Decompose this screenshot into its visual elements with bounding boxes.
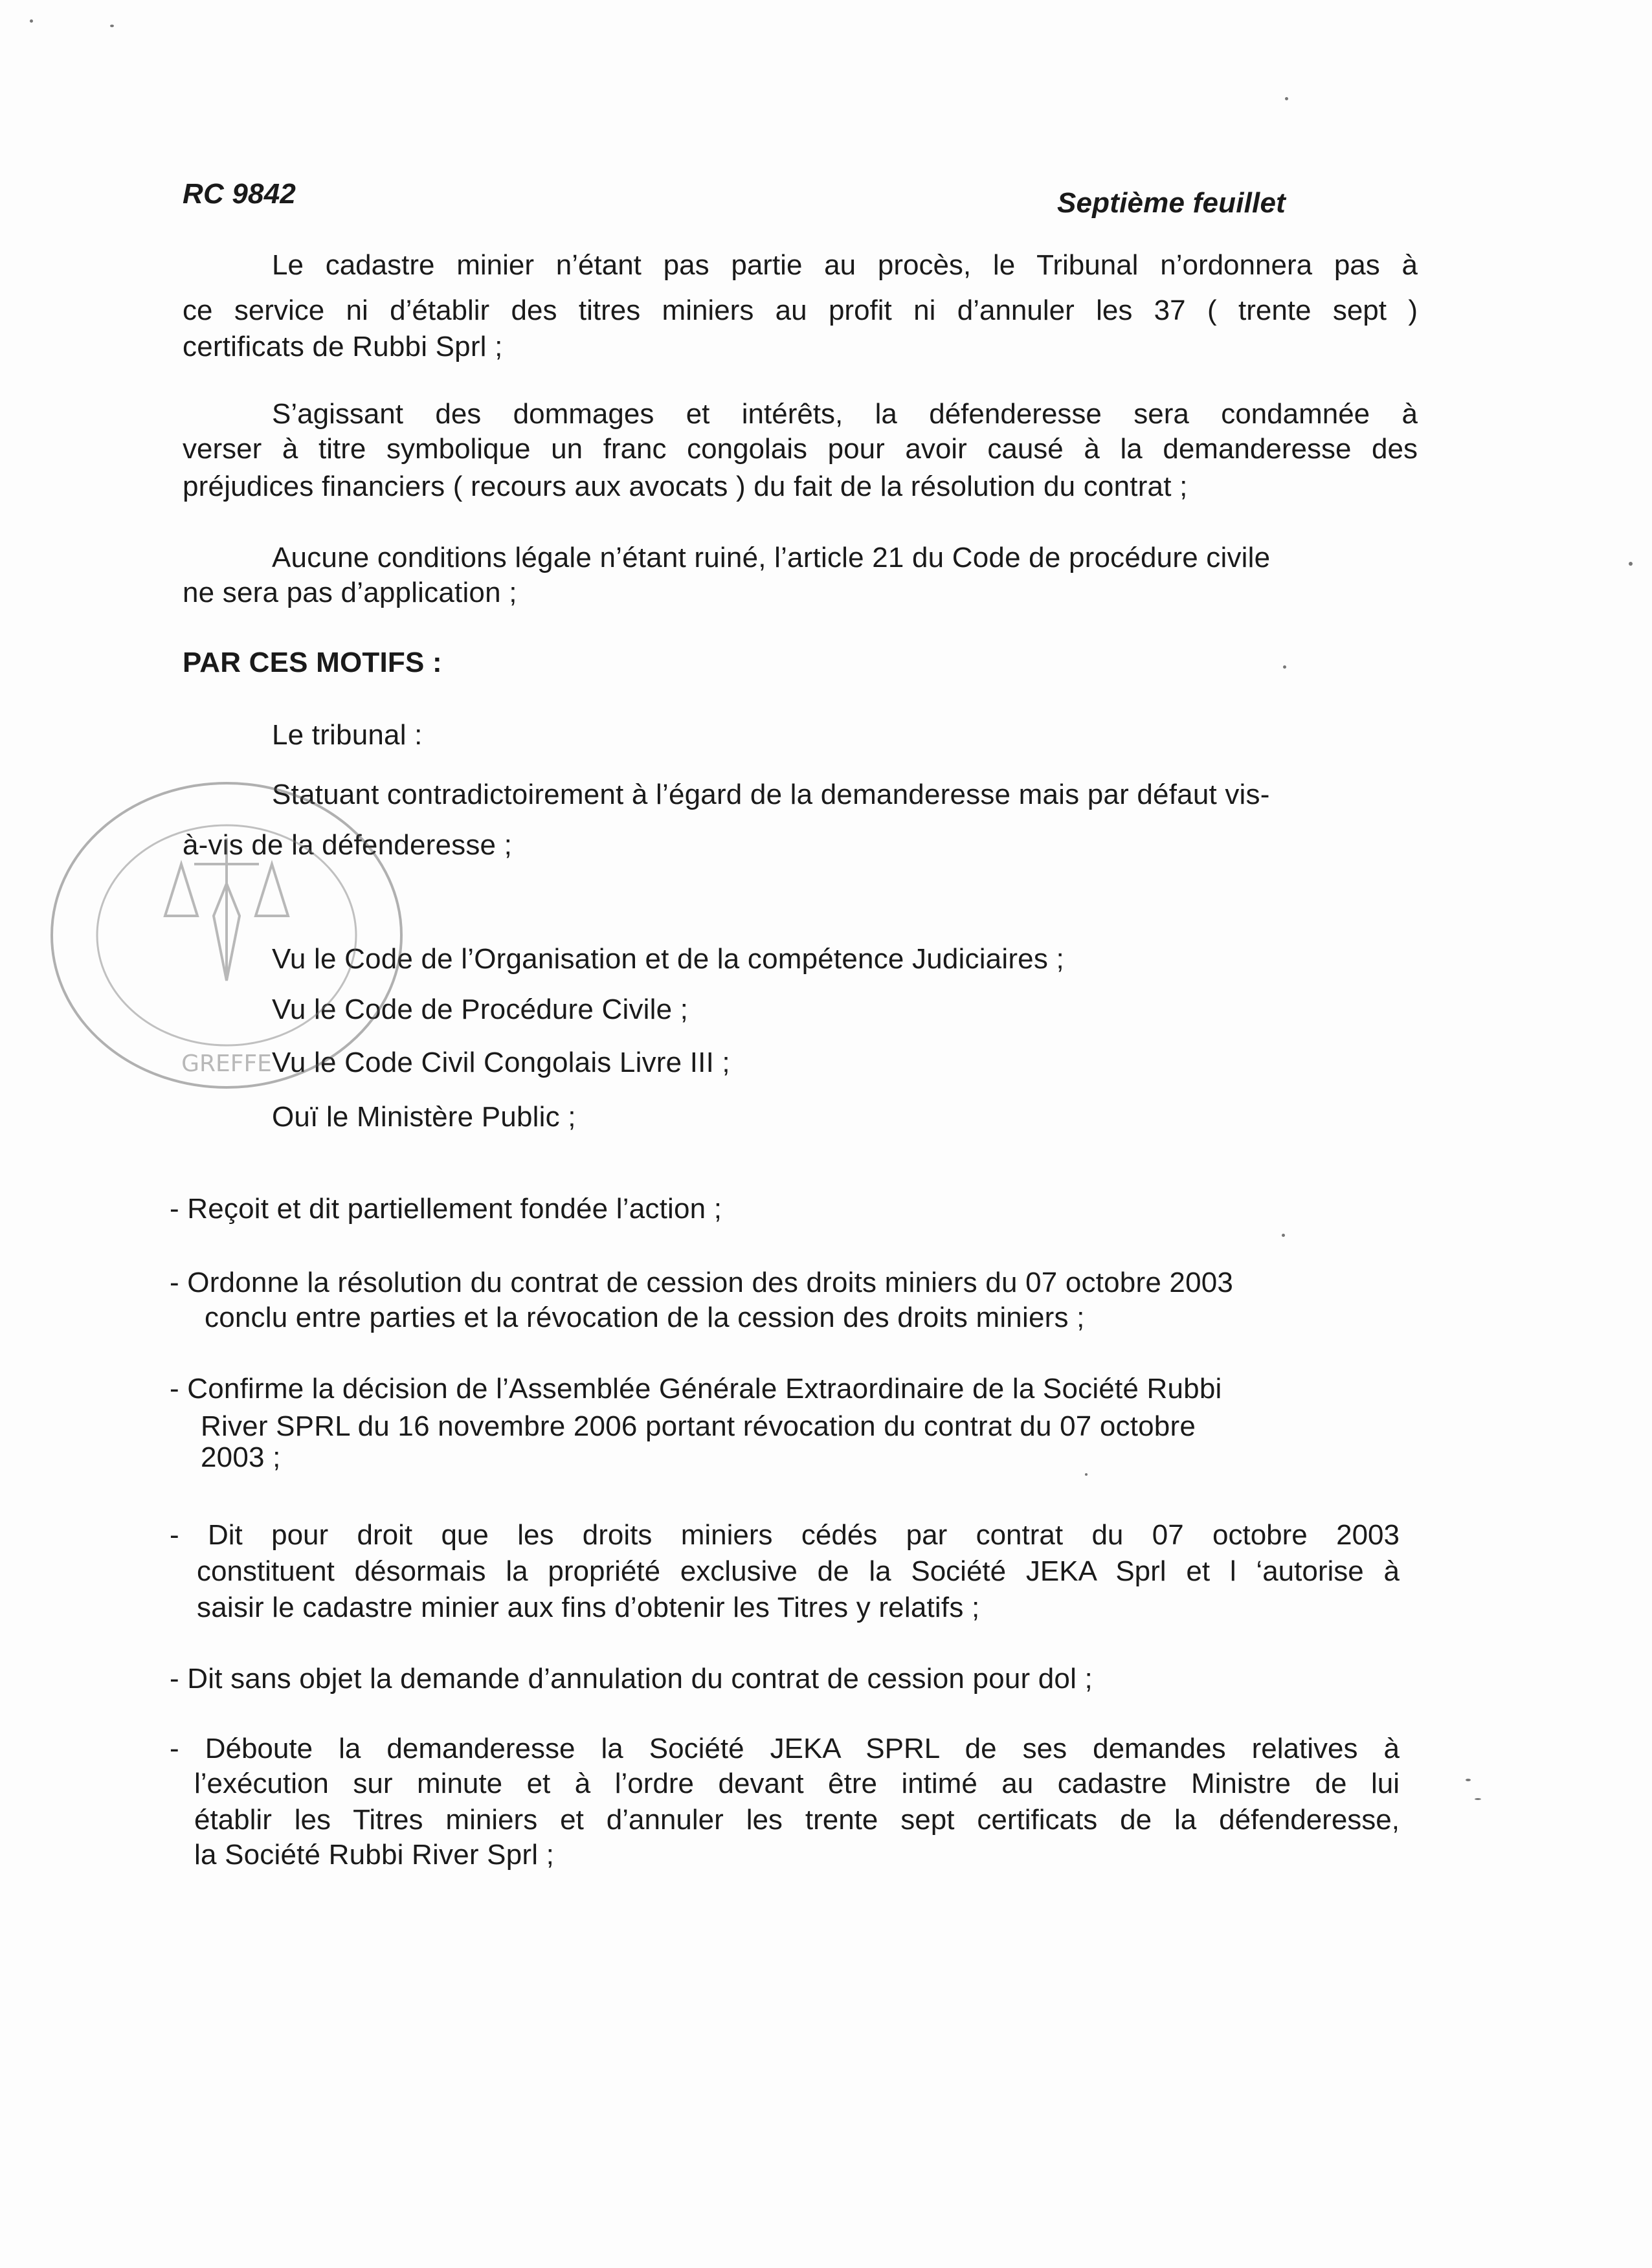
scan-speck xyxy=(30,19,33,23)
dispositif-6-line-3: établir les Titres miniers et d’annuler les trente sept certificats de la défenderesse, xyxy=(194,1804,1400,1836)
dispositif-1: - Reçoit et dit partiellement fondée l’action ; xyxy=(170,1193,722,1225)
case-number: RC 9842 xyxy=(183,178,296,210)
motifs-heading: PAR CES MOTIFS : xyxy=(183,647,442,678)
dispositif-3-line-2: River SPRL du 16 novembre 2006 portant révocation du contrat du 07 octobre xyxy=(201,1410,1196,1442)
sheet-label: Septième feuillet xyxy=(1056,187,1286,219)
tribunal-label: Le tribunal : xyxy=(272,719,423,751)
vu-line-1: Vu le Code de l’Organisation et de la compétence Judiciaires ; xyxy=(272,943,1064,975)
paragraph-3-line-1: Aucune conditions légale n’étant ruiné, l’article 21 du Code de procédure civile xyxy=(272,542,1271,573)
paragraph-2-line-1: S’agissant des dommages et intérêts, la défenderesse sera condamnée à xyxy=(272,398,1418,430)
dispositif-6-line-2: l’exécution sur minute et à l’ordre devant être intimé au cadastre Ministre de lui xyxy=(194,1768,1400,1799)
scan-speck xyxy=(110,25,114,27)
paragraph-1-line-3: certificats de Rubbi Sprl ; xyxy=(183,331,503,362)
scan-speck xyxy=(1283,665,1286,669)
paragraph-2-line-3: préjudices financiers ( recours aux avocats ) du fait de la résolution du contrat ; xyxy=(183,471,1188,502)
vu-line-4: Ouï le Ministère Public ; xyxy=(272,1101,576,1133)
dispositif-6-line-1: - Déboute la demanderesse la Société JEKA SPRL de ses demandes relatives à xyxy=(170,1733,1400,1764)
paragraph-3-line-2: ne sera pas d’application ; xyxy=(183,577,517,608)
dispositif-4-line-1: - Dit pour droit que les droits miniers cédés par contrat du 07 octobre 2003 xyxy=(170,1519,1400,1551)
scan-speck xyxy=(1629,562,1633,566)
dispositif-2-line-2: conclu entre parties et la révocation de la cession des droits miniers ; xyxy=(205,1302,1085,1333)
dispositif-6-line-4: la Société Rubbi River Sprl ; xyxy=(194,1839,555,1871)
scan-speck xyxy=(1085,1473,1088,1476)
dispositif-3-line-3: 2003 ; xyxy=(201,1441,281,1473)
dispositif-3-line-1: - Confirme la décision de l’Assemblée Générale Extraordinaire de la Société Rubbi xyxy=(170,1373,1222,1405)
scan-speck xyxy=(1285,97,1288,100)
stamp-text: GREFFE xyxy=(181,1051,272,1077)
court-stamp xyxy=(32,767,421,1104)
dispositif-4-line-2: constituent désormais la propriété exclusive de la Société JEKA Sprl et l ‘autorise à xyxy=(197,1555,1400,1587)
scan-speck xyxy=(1282,1234,1285,1237)
vu-line-3: Vu le Code Civil Congolais Livre III ; xyxy=(272,1047,730,1078)
paragraph-1-line-2: ce service ni d’établir des titres miniers au profit ni d’annuler les 37 ( trente sept ) xyxy=(183,295,1418,326)
paragraph-1-line-1: Le cadastre minier n’étant pas partie au procès, le Tribunal n’ordonnera pas à xyxy=(272,249,1418,281)
statuant-line-2: à-vis de la défenderesse ; xyxy=(183,829,513,861)
dispositif-5: - Dit sans objet la demande d’annulation du contrat de cession pour dol ; xyxy=(170,1663,1093,1695)
statuant-line-1: Statuant contradictoirement à l’égard de la demanderesse mais par défaut vis- xyxy=(272,779,1270,810)
dispositif-2-line-1: - Ordonne la résolution du contrat de cession des droits miniers du 07 octobre 2003 xyxy=(170,1267,1234,1298)
dispositif-4-line-3: saisir le cadastre minier aux fins d’obtenir les Titres y relatifs ; xyxy=(197,1592,980,1623)
vu-line-2: Vu le Code de Procédure Civile ; xyxy=(272,994,689,1025)
paragraph-2-line-2: verser à titre symbolique un franc congolais pour avoir causé à la demanderesse des xyxy=(183,433,1418,465)
scan-speck xyxy=(1475,1798,1481,1800)
scan-speck xyxy=(1466,1779,1471,1781)
